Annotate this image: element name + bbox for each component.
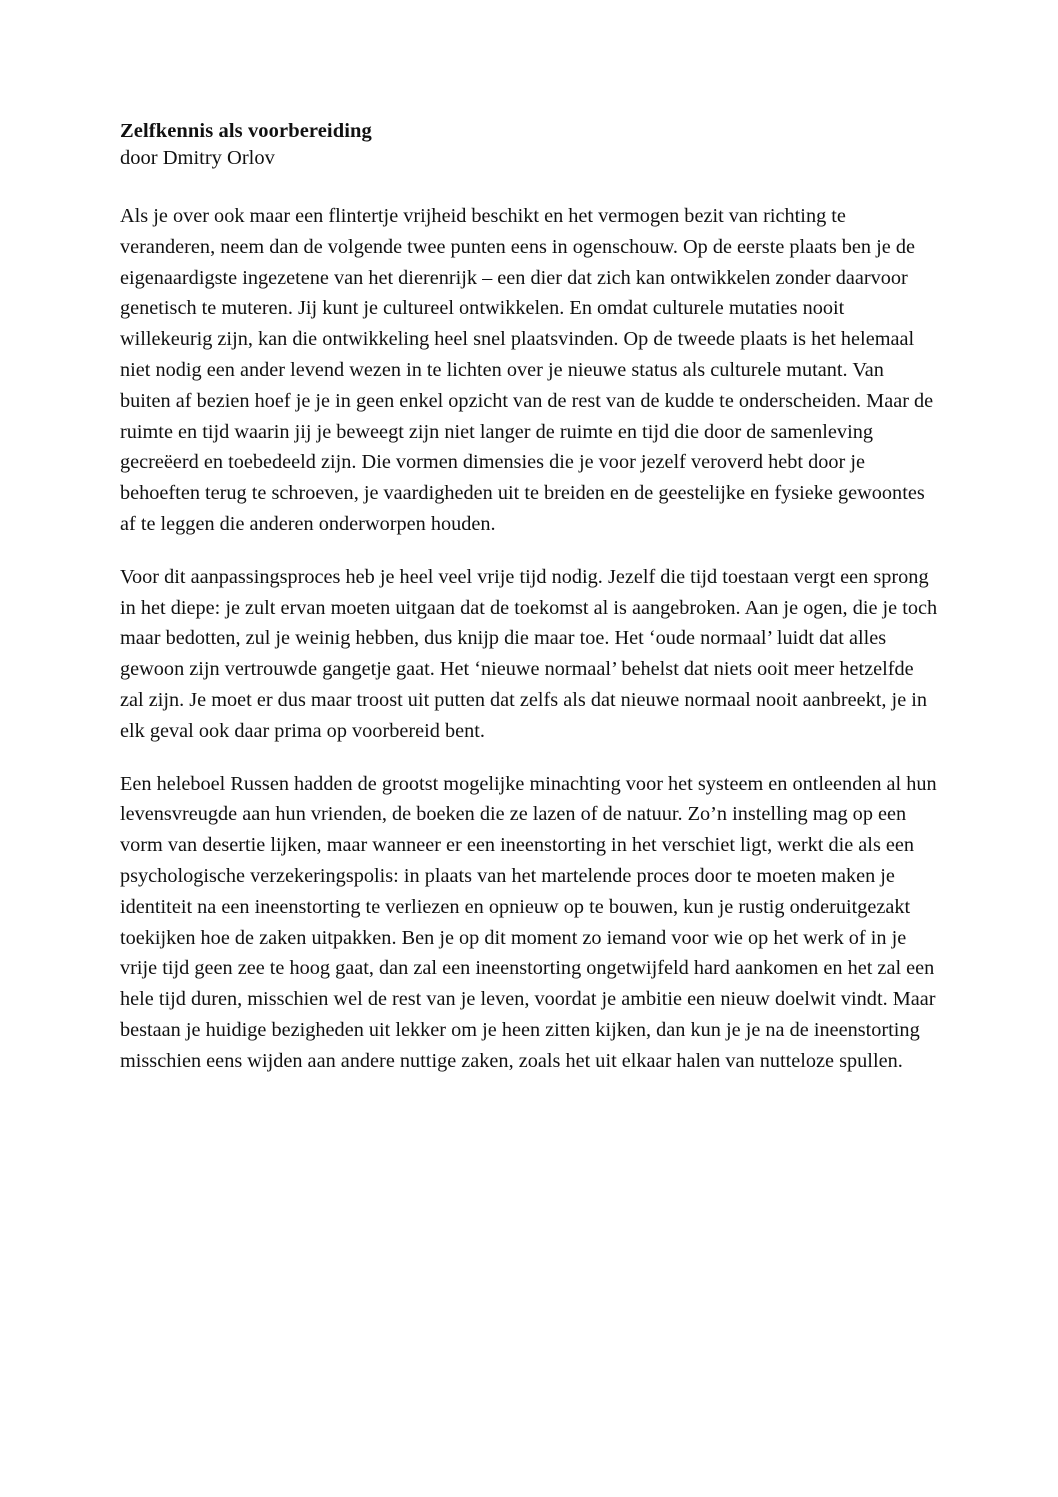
body-paragraph-3: Een heleboel Russen hadden de grootst mogelijke minachting voor het systeem en ontleenden al hun levensvreugde aan hun vrienden, de boeken die ze lazen of de natuur. Zo’n instelling mag op een vorm van desertie lijken, maar wanneer er een ineenstorting in het verschiet ligt, werkt die als een psychologische verzekeringspolis: in plaats van het martelende proces door te moeten maken je identiteit na een ineenstorting te verliezen en opnieuw op te bouwen, kun je rustig onderuitgezakt toekijken hoe de zaken uitpakken. Ben je op dit moment zo iemand voor wie op het werk of in je vrije tijd geen zee te hoog gaat, dan zal een ineenstorting ongetwijfeld hard aankomen en het zal een hele tijd duren, misschien wel de rest van je leven, voordat je ambitie een nieuw doelwit vindt. Maar bestaan je huidige bezigheden uit lekker om je heen zitten kijken, dan kun je je na de ineenstorting misschien eens wijden aan andere nuttige zaken, zoals het uit elkaar halen van nutteloze spullen. [120,772,937,1072]
body-paragraph-1: Als je over ook maar een flintertje vrijheid beschikt en het vermogen bezit van richting te veranderen, neem dan de volgende twee punten eens in ogenschouw. Op de eerste plaats ben je de eigenaardigste ingezetene van het dierenrijk – een dier dat zich kan ontwikkelen zonder daarvoor genetisch te muteren. Jij kunt je cultureel ontwikkelen. En omdat culturele mutaties nooit willekeurig zijn, kan die ontwikkeling heel snel plaatsvinden. Op de tweede plaats is het helemaal niet nodig een ander levend wezen in te lichten over je nieuwe status als culturele mutant. Van buiten af bezien hoef je je in geen enkel opzicht van de rest van de kudde te onderscheiden. Maar de ruimte en tijd waarin jij je beweegt zijn niet langer de ruimte en tijd die door de samenleving gecreëerd en toebedeeld zijn. Die vormen dimensies die je voor jezelf veroverd hebt door je behoeften terug te schroeven, je vaardigheden uit te breiden en de geestelijke en fysieke gewoontes af te leggen die anderen onderworpen houden. [120,205,934,535]
author-byline: door Dmitry Orlov [120,147,275,169]
document-body [120,118,938,1077]
page-title: Zelfkennis als voorbereiding [120,120,372,142]
body-paragraph-2: Voor dit aanpassingsproces heb je heel veel vrije tijd nodig. Jezelf die tijd toestaan vergt een sprong in het diepe: je zult ervan moeten uitgaan dat de toekomst al is aangebroken. Aan je ogen, die je toch maar bedotten, zul je weinig hebben, dus knijp die maar toe. Het ‘oude normaal’ luidt dat alles gewoon zijn vertrouwde gangetje gaat. Het ‘nieuwe normaal’ behelst dat niets ooit meer hetzelfde zal zijn. Je moet er dus maar troost uit putten dat zelfs als dat nieuwe normaal nooit aanbreekt, je in elk geval ook daar prima op voorbereid bent. [120,565,938,742]
